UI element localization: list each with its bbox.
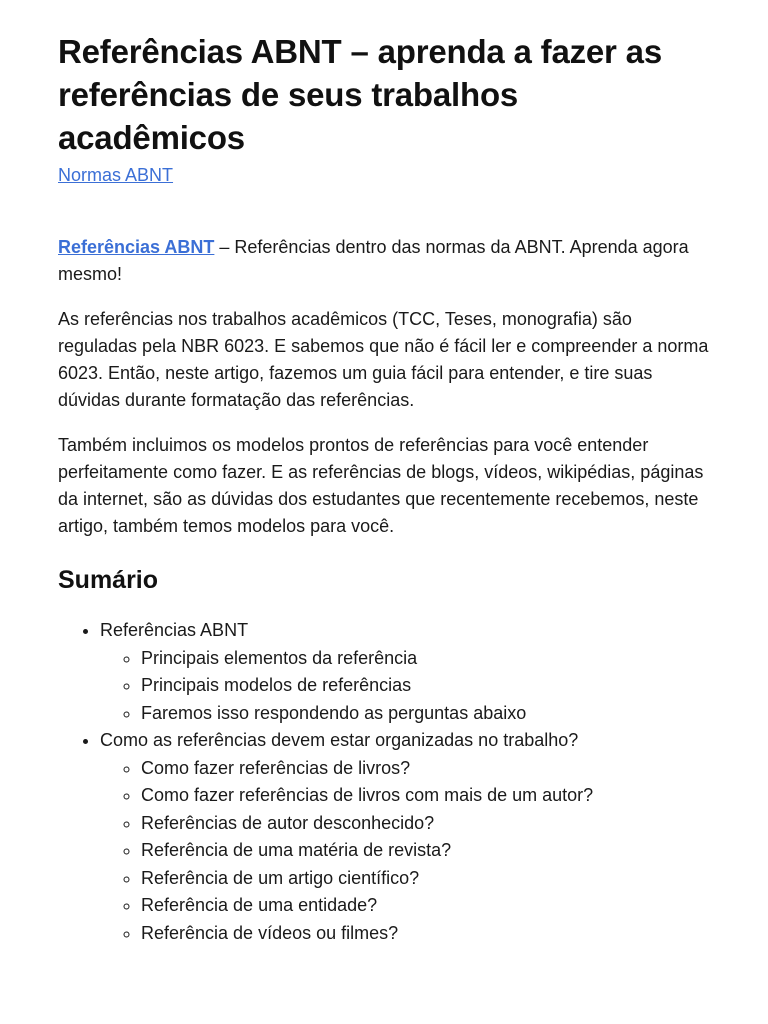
body-paragraph-3: Também incluimos os modelos prontos de referências para você entender perfeitamente como fazer. E as referências de blogs, vídeos, wikipédias, páginas da internet, são as dúvidas dos estudantes que recentemente recebemos, neste artigo, também temos modelos para você. [58,435,704,536]
toc-link[interactable]: Referências de autor desconhecido? [141,812,435,833]
toc-link-referencias-abnt[interactable]: Referências ABNT [100,620,249,640]
intro-text: – Referências dentro das normas da ABNT. Aprenda agora mesmo! [58,237,689,284]
toc-item [141,810,710,838]
toc-item [141,672,710,700]
category-link[interactable]: Normas ABNT [58,165,174,185]
page-title: Referências ABNT – aprenda a fazer as referências de seus trabalhos acadêmicos [58,33,662,156]
toc-section [100,727,710,947]
toc-item [141,700,710,728]
toc-item [141,865,710,893]
toc-link[interactable]: Principais elementos da referência [141,647,418,668]
toc-heading: Sumário [58,566,159,594]
toc-link-organizacao[interactable]: Como as referências devem estar organizadas no trabalho? [100,730,579,750]
toc-link[interactable]: Referência de vídeos ou filmes? [141,922,399,943]
toc-link[interactable]: Referência de uma matéria de revista? [141,840,452,860]
toc-link[interactable]: Principais modelos de referências [141,675,412,695]
intro-link[interactable]: Referências ABNT [58,237,215,257]
article-body [58,234,710,540]
toc-link[interactable]: Faremos isso respondendo as perguntas abaixo [141,702,527,723]
intro-paragraph [58,234,710,288]
toc-item [141,892,710,920]
toc-item [141,920,710,948]
toc-item [141,645,710,673]
toc-section [100,617,710,727]
toc-sublist [100,755,710,948]
toc-link[interactable]: Referência de um artigo científico? [141,867,420,888]
toc-link[interactable]: Como fazer referências de livros com mais de um autor? [141,785,594,805]
toc-link[interactable]: Como fazer referências de livros? [141,757,411,778]
toc-item [141,755,710,783]
table-of-contents [58,617,710,947]
toc-link[interactable]: Referência de uma entidade? [141,895,378,915]
toc-item [141,837,710,865]
toc-sublist [100,645,710,728]
body-paragraph-2: As referências nos trabalhos acadêmicos (TCC, Teses, monografia) são reguladas pela NBR 6023. E sabemos que não é fácil ler e compreender a norma 6023. Então, neste artigo, fazemos um guia fácil para entender, e tire suas dúvidas durante formatação das referências. [58,309,709,410]
toc-item [141,782,710,810]
